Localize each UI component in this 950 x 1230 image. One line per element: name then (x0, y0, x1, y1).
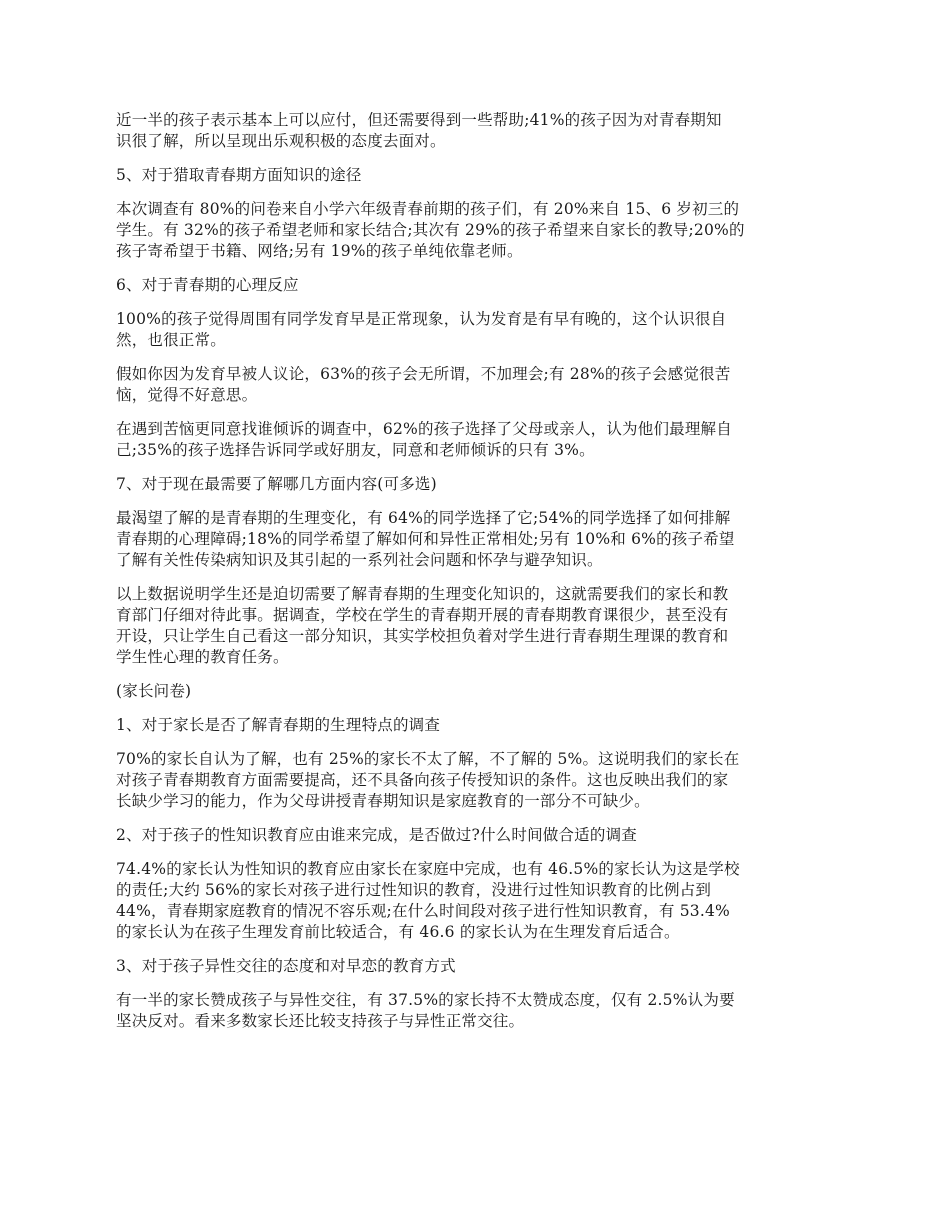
paragraph-knowledge-sources: 本次调查有 80%的问卷来自小学六年级青春前期的孩子们，有 20%来自 15、6 岁初三的 学生。有 32%的孩子希望老师和家长结合;其次有 29%的孩子希望来自家长的教导;20%的 孩子寄希望于书籍、网络;另有 19%的孩子单纯依靠老师。 (116, 200, 745, 260)
paragraph-most-wanted-knowledge: 最渴望了解的是青春期的生理变化，有 64%的同学选择了它;54%的同学选择了如何排解 青春期的心理障碍;18%的同学希望了解如何和异性正常相处;另有 10%和 6%的孩子希望 了解有关性传染病知识及其引起的一系列社会问题和怀孕与避孕知识。 (116, 509, 735, 569)
section-heading-5: 5、对于猎取青春期方面知识的途径 (116, 166, 362, 184)
parent-section-heading-3: 3、对于孩子异性交往的态度和对早恋的教育方式 (116, 957, 456, 975)
paragraph-opposite-sex-attitude: 有一半的家长赞成孩子与异性交往，有 37.5%的家长持不太赞成态度，仅有 2.5%认为要 坚决反对。看来多数家长还比较支持孩子与异性正常交往。 (116, 991, 735, 1030)
section-heading-6: 6、对于青春期的心理反应 (116, 276, 299, 294)
parent-questionnaire-heading: (家长问卷) (116, 682, 192, 700)
paragraph-confide-in: 在遇到苦恼更同意找谁倾诉的调查中，62%的孩子选择了父母或亲人，认为他们最理解自 己;35%的孩子选择告诉同学或好朋友，同意和老师倾诉的只有 3%。 (116, 420, 732, 459)
paragraph-parent-understanding: 70%的家长自认为了解，也有 25%的家长不太了解，不了解的 5%。这说明我们的家长在 对孩子青春期教育方面需要提高，还不具备向孩子传授知识的条件。这也反映出我们的家 长缺少学习的能力，作为父母讲授青春期知识是家庭教育的一部分不可缺少。 (116, 750, 740, 810)
paragraph-data-conclusion: 以上数据说明学生还是迫切需要了解青春期的生理变化知识的，这就需要我们的家长和教 育部门仔细对待此事。据调查，学校在学生的青春期开展的青春期教育课很少，甚至没有 开设，只让学生自己看这一部分知识，其实学校担负着对学生进行青春期生理课的教育和 学生性心理的教育任务。 (116, 585, 729, 666)
paragraph-coping-attitude: 近一半的孩子表示基本上可以应付，但还需要得到一些帮助;41%的孩子因为对青春期知 识很了解，所以呈现出乐观积极的态度去面对。 (116, 111, 722, 150)
parent-section-heading-1: 1、对于家长是否了解青春期的生理特点的调查 (116, 716, 441, 734)
document-page (116, 110, 838, 1045)
section-heading-7: 7、对于现在最需要了解哪几方面内容(可多选) (116, 475, 437, 493)
parent-section-heading-2: 2、对于孩子的性知识教育应由谁来完成，是否做过?什么时间做合适的调查 (116, 826, 637, 844)
paragraph-sex-education: 74.4%的家长认为性知识的教育应由家长在家庭中完成，也有 46.5%的家长认为这是学校 的责任;大约 56%的家长对孩子进行过性知识的教育，没进行过性知识教育的比例占到 44%，青春期家庭教育的情况不容乐观;在什么时间段对孩子进行性知识教育，有 53.4% 的家长认为在孩子生理发育前比较适合，有 46.6 的家长认为在生理发育后适合。 (116, 860, 740, 941)
paragraph-discussed-by-others: 假如你因为发育早被人议论，63%的孩子会无所谓，不加理会;有 28%的孩子会感觉很苦 恼，觉得不好意思。 (116, 365, 731, 404)
paragraph-early-development: 100%的孩子觉得周围有同学发育早是正常现象，认为发育是有早有晚的，这个认识很自 然，也很正常。 (116, 310, 727, 349)
